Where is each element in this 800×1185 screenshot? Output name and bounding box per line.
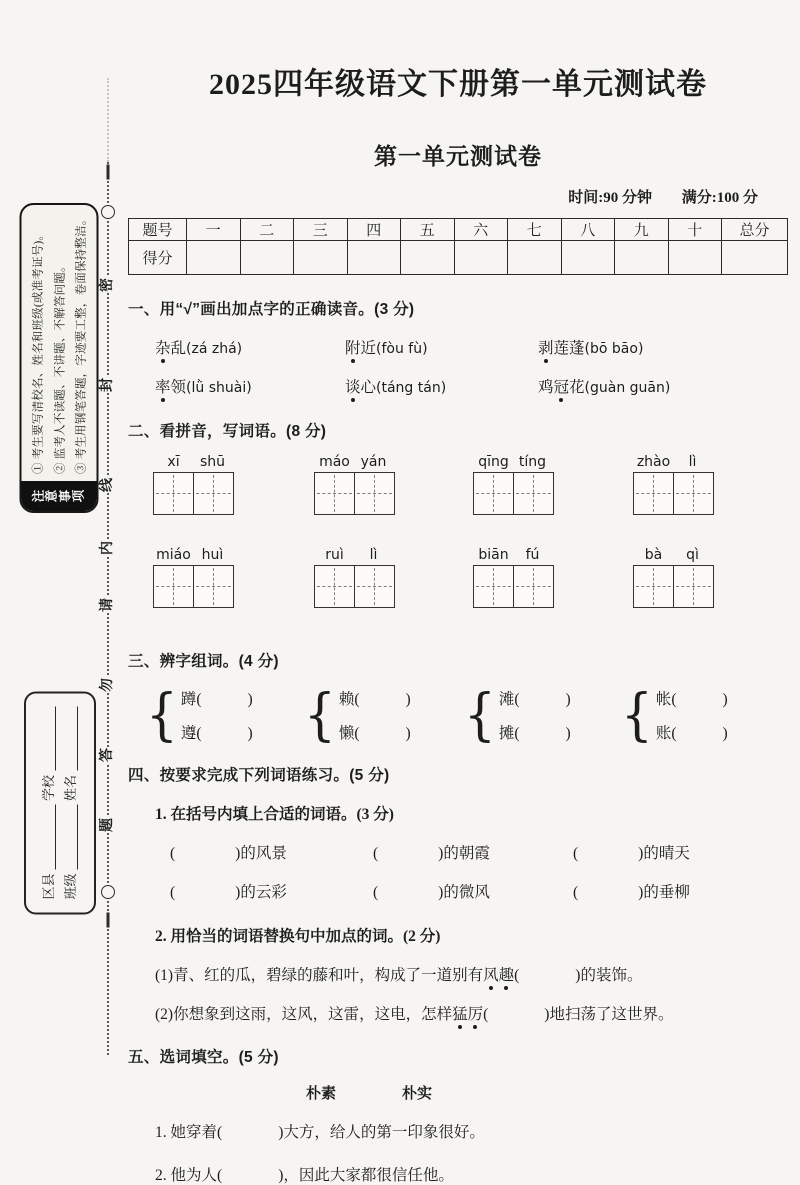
q4-fill-item: ( )的风景 bbox=[170, 844, 287, 862]
word-bank-item: 朴实 bbox=[402, 1085, 433, 1102]
score-table-header-cell: 四 bbox=[347, 218, 401, 240]
q2-writing-grid bbox=[314, 565, 395, 608]
info-field-label: 班级 bbox=[63, 872, 79, 899]
score-table-header-cell: 题号 bbox=[129, 218, 187, 240]
q2-pinyin-syllable: qīng bbox=[478, 453, 509, 470]
q1-word-char: 率 bbox=[155, 375, 171, 397]
writing-cell bbox=[354, 566, 394, 607]
dotted-word-char: 猛 bbox=[452, 1002, 468, 1024]
q3-item: 蹲( ) bbox=[180, 690, 253, 708]
q1-word-char: 乱 bbox=[170, 339, 187, 357]
info-field-line bbox=[42, 706, 56, 770]
q1-word-char: 剥 bbox=[538, 336, 554, 358]
score-table-header-cell: 五 bbox=[401, 218, 455, 240]
q2-pinyin-syllable: tíng bbox=[518, 453, 547, 470]
q3-pair bbox=[181, 687, 253, 743]
score-cell bbox=[615, 240, 669, 274]
q4-fill-item: ( )的云彩 bbox=[170, 883, 287, 901]
q2-writing-grid bbox=[633, 472, 714, 515]
seal-line-char: 封 bbox=[100, 378, 115, 392]
score-cell bbox=[240, 240, 294, 274]
exam-meta bbox=[128, 186, 758, 207]
q1-word bbox=[538, 379, 585, 396]
q1-word-char: 冠 bbox=[554, 375, 570, 397]
q2-writing-grid bbox=[473, 472, 554, 515]
q4-sub2-title: 2. 用恰当的词语替换句中加点的词。(2 分) bbox=[155, 927, 441, 945]
q1-word-char: 附 bbox=[345, 336, 361, 358]
q1-title: 一、用“√”画出加点字的正确读音。(3 分) bbox=[128, 300, 415, 318]
writing-cell bbox=[673, 566, 713, 607]
q2-writing-grid bbox=[153, 565, 234, 608]
seal-line-char: 答 bbox=[100, 748, 115, 762]
q2-pinyin-syllable: shū bbox=[199, 453, 226, 470]
q2-writing-grid bbox=[153, 472, 234, 515]
score-table-header-cell: 六 bbox=[454, 218, 508, 240]
q3-item: 遵( ) bbox=[180, 724, 253, 742]
q1-word-char: 蓬 bbox=[569, 339, 585, 357]
score-cell bbox=[401, 240, 455, 274]
q2-pinyin bbox=[634, 547, 712, 563]
score-cell bbox=[347, 240, 401, 274]
q3-item: 账( ) bbox=[655, 724, 728, 742]
q2-column bbox=[153, 547, 233, 608]
info-row bbox=[42, 706, 56, 899]
info-field-label: 区县 bbox=[40, 872, 56, 899]
q3-group bbox=[464, 682, 621, 747]
q4-fill-item: ( )的微风 bbox=[373, 883, 490, 901]
notice-label-char: 意 bbox=[44, 489, 58, 503]
section-q3 bbox=[128, 649, 788, 747]
q3-group bbox=[304, 682, 464, 747]
notice-rotor bbox=[19, 203, 98, 513]
q1-item bbox=[345, 375, 538, 397]
score-table-header-cell: 总分 bbox=[722, 218, 788, 240]
q1-item bbox=[538, 375, 670, 397]
q2-column bbox=[473, 454, 553, 515]
brace-icon: { bbox=[464, 682, 496, 747]
dotted-word-char: 厉 bbox=[468, 1002, 484, 1024]
q3-item: 滩( ) bbox=[498, 690, 571, 708]
q3-pair bbox=[339, 687, 411, 743]
writing-cell bbox=[474, 473, 513, 514]
q3-item: 赖( ) bbox=[338, 690, 411, 708]
meta-score: 满分:100 分 bbox=[681, 189, 758, 206]
q2-column bbox=[633, 454, 713, 515]
q1-row bbox=[155, 375, 788, 397]
notice-item: ② 监考人不读题、不讲题、不解答问题。 bbox=[53, 260, 66, 474]
q1-pinyin: (fòu fù) bbox=[376, 340, 428, 357]
q2-column bbox=[153, 454, 233, 515]
q3-row bbox=[146, 682, 788, 747]
word-bank-item: 朴素 bbox=[306, 1085, 337, 1102]
q2-pinyin-syllable: fú bbox=[525, 546, 540, 563]
score-table bbox=[128, 218, 788, 275]
q2-column bbox=[314, 454, 394, 515]
seal-circle-top bbox=[101, 205, 115, 219]
q2-pinyin bbox=[315, 547, 393, 563]
score-table-score-row bbox=[129, 240, 788, 274]
seal-line-char: 题 bbox=[100, 818, 115, 832]
writing-cell bbox=[634, 566, 673, 607]
q4-sentence: (2)你想象到这雨，这风，这雷，这电，怎样猛厉( )地扫荡了这世界。 bbox=[155, 1002, 788, 1024]
seal-dash-top bbox=[107, 165, 110, 180]
q2-pinyin-syllable: biān bbox=[478, 546, 509, 563]
q2-pinyin bbox=[634, 454, 712, 470]
score-cell bbox=[722, 240, 788, 274]
q1-item bbox=[155, 375, 345, 397]
notice-label bbox=[21, 481, 96, 511]
q5-title: 五、选词填空。(5 分) bbox=[128, 1048, 279, 1066]
dotted-word-char: 趣 bbox=[499, 963, 515, 985]
q1-row bbox=[155, 336, 788, 358]
writing-cell bbox=[154, 566, 193, 607]
q1-pinyin: (táng tán) bbox=[376, 379, 447, 396]
q3-title: 三、辨字组词。(4 分) bbox=[128, 652, 279, 670]
q2-pinyin bbox=[154, 547, 232, 563]
seal-circle-bottom bbox=[101, 885, 115, 899]
q3-group bbox=[146, 682, 304, 747]
q4-fill-row bbox=[170, 880, 788, 902]
brace-icon: { bbox=[304, 682, 336, 747]
q2-pinyin-syllable: xī bbox=[167, 453, 180, 470]
q2-row bbox=[128, 454, 788, 532]
seal-line-char: 内 bbox=[100, 541, 115, 555]
q2-row bbox=[128, 547, 788, 625]
page-title: 2025四年级语文下册第一单元测试卷 bbox=[209, 68, 707, 101]
score-cell bbox=[668, 240, 722, 274]
writing-cell bbox=[315, 566, 354, 607]
q3-item: 帐( ) bbox=[655, 690, 728, 708]
seal-line bbox=[107, 78, 109, 162]
q2-column bbox=[633, 547, 713, 608]
score-cell bbox=[187, 240, 241, 274]
writing-cell bbox=[154, 473, 193, 514]
notice-label-char: 注 bbox=[30, 489, 45, 503]
q1-word-char: 谈 bbox=[345, 375, 361, 397]
q3-pair bbox=[499, 687, 571, 743]
seal-line-char: 勿 bbox=[100, 678, 115, 692]
q2-pinyin bbox=[154, 454, 232, 470]
q4-title: 四、按要求完成下列词语练习。(5 分) bbox=[128, 766, 390, 784]
q1-word bbox=[538, 340, 585, 357]
q3-item: 摊( ) bbox=[498, 724, 571, 742]
q2-pinyin-syllable: zhào bbox=[636, 453, 671, 470]
info-field-label: 学校 bbox=[40, 774, 56, 801]
seal-line-char: 请 bbox=[100, 598, 115, 612]
q1-pinyin: (guàn guān) bbox=[584, 379, 671, 396]
q2-pinyin-syllable: miáo bbox=[156, 546, 191, 563]
q1-word-char: 杂 bbox=[155, 336, 171, 358]
score-table-header-cell: 七 bbox=[508, 218, 562, 240]
brace-icon: { bbox=[146, 682, 178, 747]
score-table-header-row bbox=[129, 218, 788, 240]
q2-pinyin-syllable: máo bbox=[319, 453, 350, 470]
writing-cell bbox=[315, 473, 354, 514]
q2-column bbox=[473, 547, 553, 608]
q2-pinyin-syllable: bà bbox=[644, 546, 663, 563]
q2-pinyin-syllable: qì bbox=[686, 546, 699, 563]
dotted-word-char: 风 bbox=[483, 963, 499, 985]
section-q2 bbox=[128, 419, 788, 625]
q5-sentence: 1. 她穿着( )大方，给人的第一印象很好。 bbox=[155, 1123, 485, 1141]
score-cell bbox=[561, 240, 615, 274]
student-info-box bbox=[24, 691, 96, 914]
meta-time: 时间:90 分钟 bbox=[568, 189, 652, 206]
q1-word-char: 领 bbox=[170, 378, 187, 396]
info-row bbox=[64, 706, 78, 899]
notice-box bbox=[19, 203, 98, 513]
q1-pinyin: (zá zhá) bbox=[186, 340, 243, 357]
page-subtitle: 第一单元测试卷 bbox=[374, 143, 542, 169]
q1-word bbox=[345, 379, 376, 396]
q2-writing-grid bbox=[314, 472, 395, 515]
writing-cell bbox=[474, 566, 513, 607]
score-table-header-cell: 九 bbox=[615, 218, 669, 240]
score-table-header-cell: 二 bbox=[240, 218, 294, 240]
notice-label-char: 项 bbox=[71, 489, 85, 503]
score-cell bbox=[454, 240, 508, 274]
q2-pinyin-syllable: lì bbox=[688, 453, 697, 470]
q1-word-char: 心 bbox=[360, 378, 377, 396]
seal-line-char: 密 bbox=[100, 278, 115, 292]
info-field-line bbox=[42, 805, 56, 869]
seal-dash-bottom bbox=[107, 913, 110, 928]
writing-cell bbox=[673, 473, 713, 514]
dotted-word bbox=[452, 1006, 483, 1023]
score-table-header-cell: 八 bbox=[561, 218, 615, 240]
writing-cell bbox=[634, 473, 673, 514]
score-cell bbox=[508, 240, 562, 274]
q2-writing-grid bbox=[473, 565, 554, 608]
notice-item: ① 考生要写清校名、姓名和班级(或准考证号)。 bbox=[32, 228, 45, 474]
q2-pinyin-syllable: huì bbox=[201, 546, 224, 563]
q1-pinyin: (bō bāo) bbox=[584, 340, 644, 357]
q1-word-char: 近 bbox=[360, 339, 377, 357]
score-table-header-cell: 一 bbox=[187, 218, 241, 240]
brace-icon: { bbox=[621, 682, 653, 747]
info-field-label: 姓名 bbox=[63, 774, 79, 801]
dotted-word bbox=[483, 967, 514, 984]
writing-cell bbox=[513, 473, 553, 514]
q4-sentence: (1)青、红的瓜，碧绿的藤和叶，构成了一道别有风趣( )的装饰。 bbox=[155, 963, 788, 985]
q4-fill-item: ( )的朝霞 bbox=[373, 844, 490, 862]
q5-sentence: 2. 他为人( )，因此大家都很信任他。 bbox=[155, 1166, 454, 1184]
q1-word-char: 花 bbox=[569, 378, 585, 396]
q2-pinyin-syllable: lì bbox=[369, 546, 378, 563]
q2-pinyin bbox=[474, 454, 552, 470]
notice-item: ③ 考生用钢笔答题，字迹要工整，卷面保持整洁。 bbox=[74, 213, 87, 474]
notice-item-list bbox=[21, 205, 96, 481]
q1-item bbox=[345, 336, 538, 358]
writing-cell bbox=[354, 473, 394, 514]
q2-pinyin bbox=[315, 454, 393, 470]
writing-cell bbox=[513, 566, 553, 607]
q2-title: 二、看拼音，写词语。(8 分) bbox=[128, 422, 327, 440]
q1-pinyin: (lǜ shuài) bbox=[186, 379, 252, 396]
q3-item: 懒( ) bbox=[338, 724, 411, 742]
score-table-header-cell: 三 bbox=[294, 218, 348, 240]
q3-group bbox=[621, 682, 728, 747]
q2-pinyin-syllable: ruì bbox=[325, 546, 344, 563]
q2-writing-grid bbox=[633, 565, 714, 608]
score-row-label: 得分 bbox=[129, 240, 187, 274]
seal-line-char: 线 bbox=[100, 478, 115, 492]
q2-column bbox=[314, 547, 394, 608]
q4-sub1-title: 1. 在括号内填上合适的词语。(3 分) bbox=[155, 805, 394, 823]
section-q1 bbox=[128, 297, 788, 397]
q1-word bbox=[155, 340, 186, 357]
q1-word-char: 鸡 bbox=[538, 378, 554, 396]
q4-fill-row bbox=[170, 841, 788, 863]
main-content bbox=[128, 58, 788, 1185]
q1-item bbox=[155, 336, 345, 358]
q1-word bbox=[155, 379, 186, 396]
section-q4 bbox=[128, 763, 788, 1024]
writing-cell bbox=[193, 473, 233, 514]
notice-label-char: 事 bbox=[57, 489, 72, 503]
q4-fill-item: ( )的晴天 bbox=[573, 844, 690, 862]
q2-pinyin-syllable: yán bbox=[360, 453, 387, 470]
info-field-line bbox=[64, 706, 78, 770]
score-cell bbox=[294, 240, 348, 274]
info-field-line bbox=[64, 805, 78, 869]
q4-fill-item: ( )的垂柳 bbox=[573, 883, 690, 901]
q1-word-char: 莲 bbox=[553, 339, 570, 357]
student-info-rotor bbox=[24, 691, 96, 914]
q1-word bbox=[345, 340, 376, 357]
q3-pair bbox=[656, 687, 728, 743]
section-q5 bbox=[128, 1045, 788, 1185]
word-bank bbox=[306, 1082, 788, 1103]
score-table-header-cell: 十 bbox=[668, 218, 722, 240]
q2-pinyin bbox=[474, 547, 552, 563]
writing-cell bbox=[193, 566, 233, 607]
q1-item bbox=[538, 336, 643, 358]
